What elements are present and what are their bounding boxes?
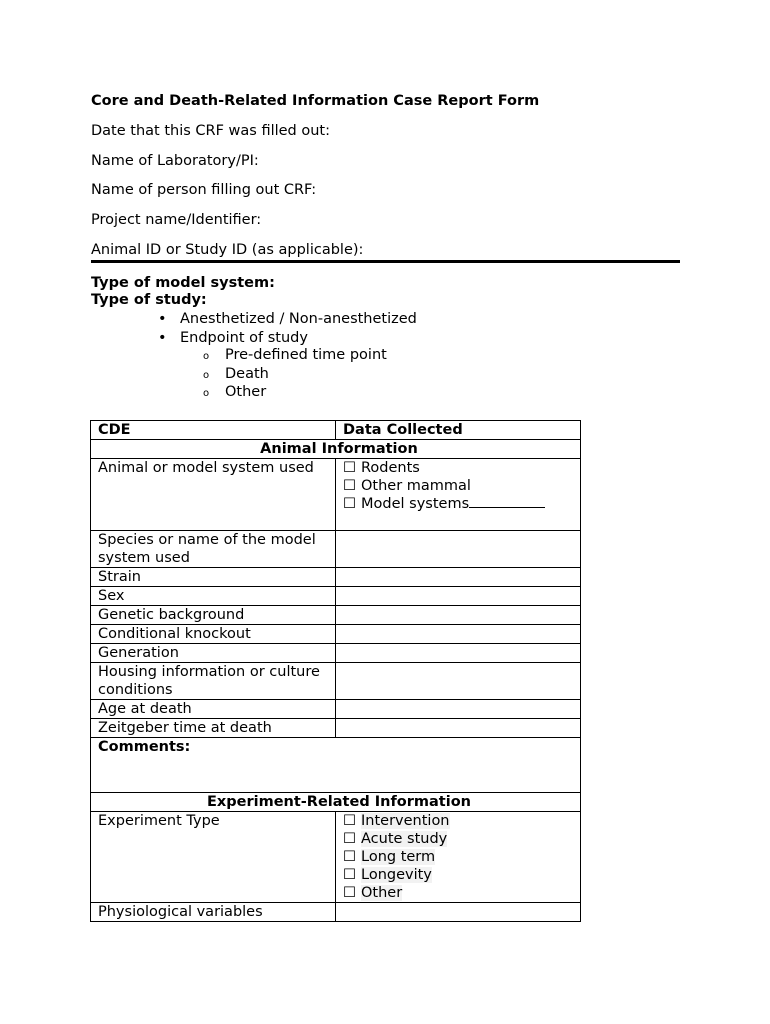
list-item [158,311,417,327]
data-cell[interactable] [336,644,581,663]
table-row [91,903,581,922]
table-row [91,625,581,644]
sub-list-item [203,347,387,363]
checkbox-icon: ☐ [343,831,356,847]
comments-cell[interactable] [91,738,581,793]
field-laboratory: Name of Laboratory/PI: [91,153,259,169]
checkbox-long-term[interactable] [343,848,580,866]
option-label: Intervention [361,813,450,829]
form-title: Core and Death-Related Information Case Report Form [91,93,540,109]
checkbox-intervention[interactable] [343,812,580,830]
list-item-label: Anesthetized / Non-anesthetized [180,311,417,327]
checkbox-rodents[interactable] [343,459,580,477]
field-person: Name of person filling out CRF: [91,182,317,198]
row-label: Generation [91,644,336,663]
section-divider [91,260,680,263]
sub-list-item-label: Pre-defined time point [225,347,387,363]
row-label: Sex [91,587,336,606]
table-row [91,812,581,903]
checkbox-icon: ☐ [343,478,356,494]
table-row [91,587,581,606]
table-row [91,700,581,719]
header-cde: CDE [91,421,336,440]
table-row [91,568,581,587]
row-label: Zeitgeber time at death [91,719,336,738]
sub-list-item [203,384,266,400]
data-cell[interactable] [336,606,581,625]
table-row [91,719,581,738]
table-row [91,606,581,625]
sub-list-item [203,366,269,382]
checkbox-icon: ☐ [343,496,356,512]
data-cell[interactable] [336,903,581,922]
checkbox-icon: ☐ [343,460,356,476]
checkbox-icon: ☐ [343,867,356,883]
circle-bullet-icon: o [203,388,210,399]
option-label: Other mammal [361,478,471,494]
row-label: Genetic background [91,606,336,625]
option-label: Other [361,885,403,901]
bullet-icon: • [158,330,167,346]
field-animal-id: Animal ID or Study ID (as applicable): [91,242,364,258]
row-label: Age at death [91,700,336,719]
sub-list-item-label: Death [225,366,269,382]
row-label: Animal or model system used [91,459,336,531]
table-row [91,663,581,700]
experiment-options [336,812,581,903]
checkbox-longevity[interactable] [343,866,580,884]
option-label: Acute study [361,831,448,847]
data-cell[interactable] [336,531,581,568]
data-cell[interactable] [336,587,581,606]
header-data-collected: Data Collected [336,421,581,440]
section-row [91,440,581,459]
option-label: Longevity [361,867,432,883]
checkbox-other-mammal[interactable] [343,477,580,495]
checkbox-icon: ☐ [343,885,356,901]
table-row [91,644,581,663]
circle-bullet-icon: o [203,351,210,362]
study-type-label: Type of study: [91,292,207,308]
checkbox-icon: ☐ [343,849,356,865]
field-date: Date that this CRF was filled out: [91,123,331,139]
row-label: Housing information or culture conditions [91,663,336,700]
option-label: Rodents [361,460,420,476]
field-project: Project name/Identifier: [91,212,262,228]
data-cell[interactable] [336,719,581,738]
checkbox-acute-study[interactable] [343,830,580,848]
row-label: Physiological variables [91,903,336,922]
section-experiment-information: Experiment-Related Information [91,793,581,812]
table-row [91,531,581,568]
circle-bullet-icon: o [203,370,210,381]
data-cell[interactable] [336,663,581,700]
data-cell[interactable] [336,700,581,719]
bullet-icon: • [158,311,167,327]
checkbox-model-systems[interactable] [343,495,580,513]
model-systems-blank[interactable] [469,495,545,508]
data-cell[interactable] [336,625,581,644]
table-header-row [91,421,581,440]
animal-options [336,459,581,531]
comments-row [91,738,581,793]
checkbox-icon: ☐ [343,813,356,829]
table-row [91,459,581,531]
row-label: Experiment Type [91,812,336,903]
sub-list-item-label: Other [225,384,267,400]
row-label: Conditional knockout [91,625,336,644]
list-item [158,330,308,346]
row-label: Strain [91,568,336,587]
row-label: Species or name of the model system used [91,531,336,568]
list-item-label: Endpoint of study [180,330,308,346]
section-row [91,793,581,812]
checkbox-other[interactable] [343,884,580,902]
option-label: Long term [361,849,436,865]
cde-table [90,420,581,922]
data-cell[interactable] [336,568,581,587]
model-system-label: Type of model system: [91,275,275,291]
section-animal-information: Animal Information [91,440,581,459]
option-label: Model systems [361,496,470,512]
comments-label: Comments: [98,739,191,755]
